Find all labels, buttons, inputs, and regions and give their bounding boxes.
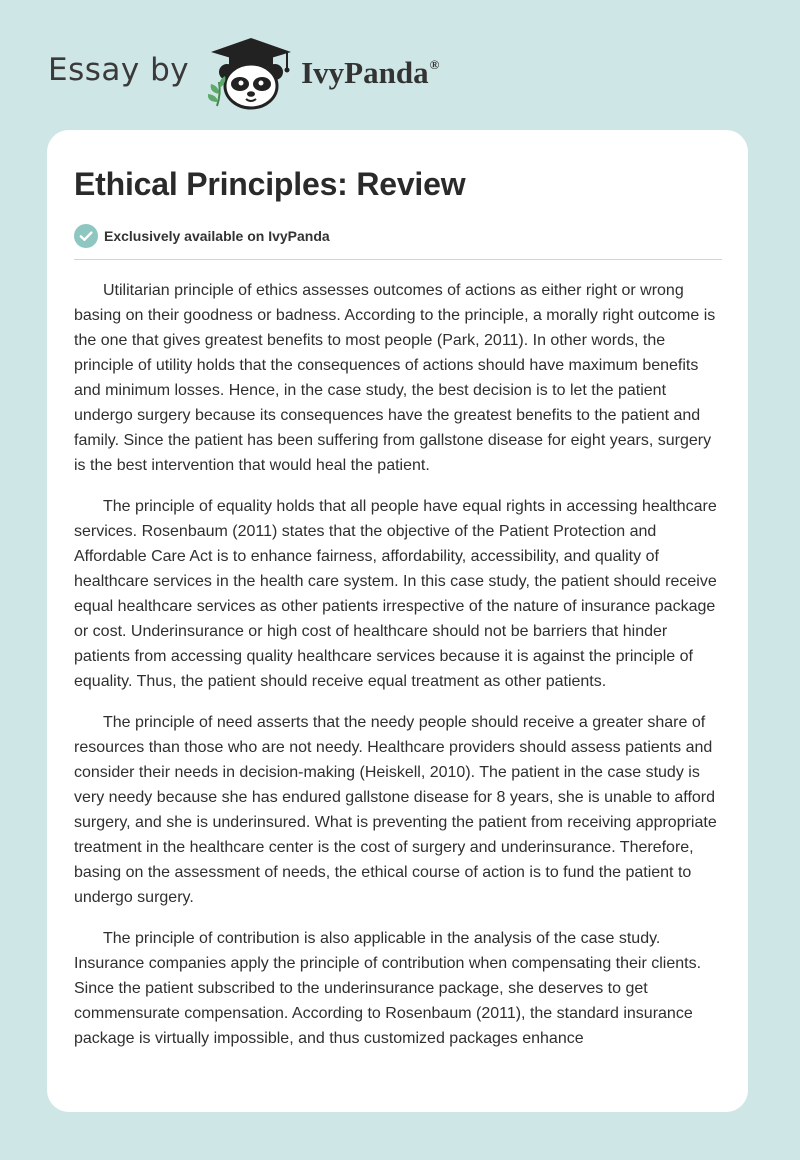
availability-text: Exclusively available on IvyPanda: [104, 228, 330, 244]
divider: [74, 259, 722, 260]
paragraph: The principle of contribution is also applicable in the analysis of the case study. Insurance companies apply the principle of contribution when compensating their clients. Since the patient subscribed to the underinsurance package, she deserves to get commensurate compensation. According to Rosenbaum (2011), the standard insurance package is virtually impossible, and thus customized packages enhance: [74, 930, 702, 1047]
essay-body: [74, 278, 722, 1051]
brand-header: [48, 34, 439, 114]
paragraph: The principle of equality holds that all people have equal rights in accessing healthcare services. Rosenbaum (2011) states that the objective of the Patient Protection and Affordable Care Act is to enhance fairness, affordability, accessibility, and quality of healthcare services in the health care system. In this case study, the patient should receive equal healthcare services as other patients irrespective of the nature of insurance package or cost. Underinsurance or high cost of healthcare should not be barriers that hinder patients from accessing quality healthcare services because it is against the principle of equality. Thus, the patient should receive equal treatment as other patients.: [74, 498, 717, 690]
registered-mark: ®: [429, 57, 440, 72]
availability-badge: [74, 223, 722, 249]
essay-card: [47, 130, 748, 1112]
panda-logo-icon[interactable]: [203, 36, 299, 112]
brand-prefix: Essay by: [48, 52, 190, 88]
check-circle-icon: [74, 224, 98, 248]
brand-name[interactable]: IvyPanda®: [301, 55, 440, 90]
paragraph: The principle of need asserts that the needy people should receive a greater share of resources than those who are not needy. Healthcare providers should assess patients and consider their needs in decision-making (Heiskell, 2010). The patient in the case study is very needy because she has endured gallstone disease for 8 years, she is unable to afford surgery, and she is underinsured. What is preventing the patient from receiving appropriate treatment in the healthcare center is the cost of surgery and underinsurance. Therefore, basing on the assessment of needs, the ethical course of action is to fund the patient to undergo surgery.: [74, 714, 717, 906]
paragraph: Utilitarian principle of ethics assesses outcomes of actions as either right or wrong basing on their goodness or badness. According to the principle, a morally right outcome is the one that gives greatest benefits to most people (Park, 2011). In other words, the principle of utility holds that the consequences of actions should have maximum benefits and minimum losses. Hence, in the case study, the best decision is to let the patient undergo surgery because its consequences have the greatest benefits to the patient and family. Since the patient has been suffering from gallstone disease for eight years, surgery is the best intervention that would heal the patient.: [74, 282, 716, 474]
page-title: Ethical Principles: Review: [74, 166, 466, 202]
